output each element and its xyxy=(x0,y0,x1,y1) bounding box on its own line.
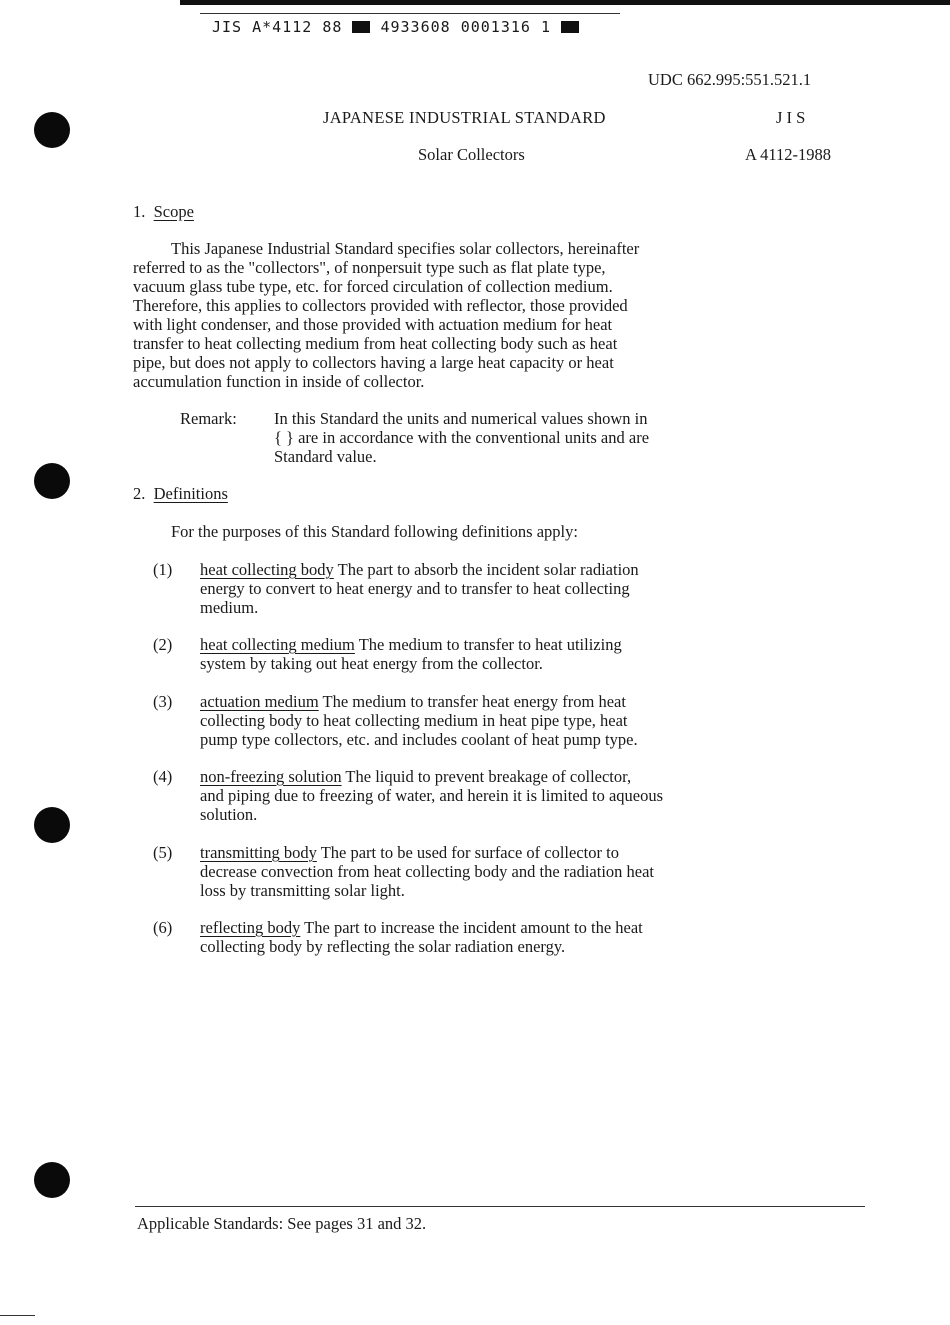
section-title: Scope xyxy=(153,202,194,221)
definition-term: actuation medium xyxy=(200,692,319,711)
scope-heading xyxy=(133,202,194,222)
definition-term: heat collecting medium xyxy=(200,635,355,654)
definitions-heading xyxy=(133,484,228,504)
definition-text: The part to increase the incident amount to the heat collecting body by reflecting the solar radiation energy. xyxy=(200,918,643,956)
item-number: (6) xyxy=(153,918,173,937)
section-title: Definitions xyxy=(153,484,228,503)
scan-edge xyxy=(180,0,950,5)
definition-term: transmitting body xyxy=(200,843,317,862)
item-number: (2) xyxy=(153,635,173,654)
item-number: (3) xyxy=(153,692,173,711)
code-part1: JIS A*4112 88 xyxy=(212,18,343,36)
org-title: JAPANESE INDUSTRIAL STANDARD xyxy=(323,108,606,127)
definition-text: The part to absorb the incident solar radiation energy to convert to heat energy and to transfer to heat collecting medium. xyxy=(200,560,639,617)
scan-header-code xyxy=(212,18,579,36)
definition-text: The medium to transfer heat energy from heat collecting body to heat collecting medium in heat pipe type, heat pump type collectors, etc. and includes coolant of heat pump type. xyxy=(200,692,638,749)
black-block-icon xyxy=(561,21,579,33)
definition-text: The liquid to prevent breakage of collector, and piping due to freezing of water, and herein it is limited to aqueous solution. xyxy=(200,767,664,824)
definition-text: The medium to transfer to heat utilizing system by taking out heat energy from the collector. xyxy=(200,635,622,673)
remark-text: In this Standard the units and numerical values shown in { } are in accordance with the conventional units and are Standard value. xyxy=(274,409,650,466)
applicable-standards: Applicable Standards: See pages 31 and 32. xyxy=(137,1214,427,1233)
definition-text: The part to be used for surface of collector to decrease convection from heat collecting body and the radiation heat loss by transmitting solar light. xyxy=(200,843,655,900)
definition-term: heat collecting body xyxy=(200,560,334,579)
footer-rule xyxy=(135,1206,865,1207)
section-number: 1. xyxy=(133,202,146,221)
punch-hole-icon xyxy=(34,1162,70,1198)
item-number: (1) xyxy=(153,560,173,579)
doc-number: A 4112-1988 xyxy=(745,145,832,164)
definition-term: non-freezing solution xyxy=(200,767,342,786)
code-part2: 4933608 0001316 1 xyxy=(380,18,551,36)
scope-body: This Japanese Industrial Standard specifies solar collectors, hereinafter referred to as the "collectors", of nonpersuit type such as flat plate type, vacuum glass tube type, etc. for forced circulation of collection medium. Therefore, this applies to collectors provided with reflector, those provided with light condenser, and those provided with actuation medium for heat transfer to heat collecting medium from heat collecting body such as heat pipe, but does not apply to collectors having a large heat capacity or heat accumulation function in inside of collector. xyxy=(133,239,640,391)
jis-mark: J I S xyxy=(776,108,806,127)
scan-rule xyxy=(200,13,620,14)
punch-hole-icon xyxy=(34,112,70,148)
section-number: 2. xyxy=(133,484,146,503)
item-number: (4) xyxy=(153,767,173,786)
scan-edge-line xyxy=(0,1315,35,1316)
udc-number: UDC 662.995:551.521.1 xyxy=(648,70,812,89)
remark-label: Remark: xyxy=(180,409,237,428)
punch-hole-icon xyxy=(34,463,70,499)
punch-hole-icon xyxy=(34,807,70,843)
definition-term: reflecting body xyxy=(200,918,301,937)
black-block-icon xyxy=(352,21,370,33)
doc-title: Solar Collectors xyxy=(418,145,525,164)
item-number: (5) xyxy=(153,843,173,862)
definitions-intro: For the purposes of this Standard following definitions apply: xyxy=(171,522,578,541)
